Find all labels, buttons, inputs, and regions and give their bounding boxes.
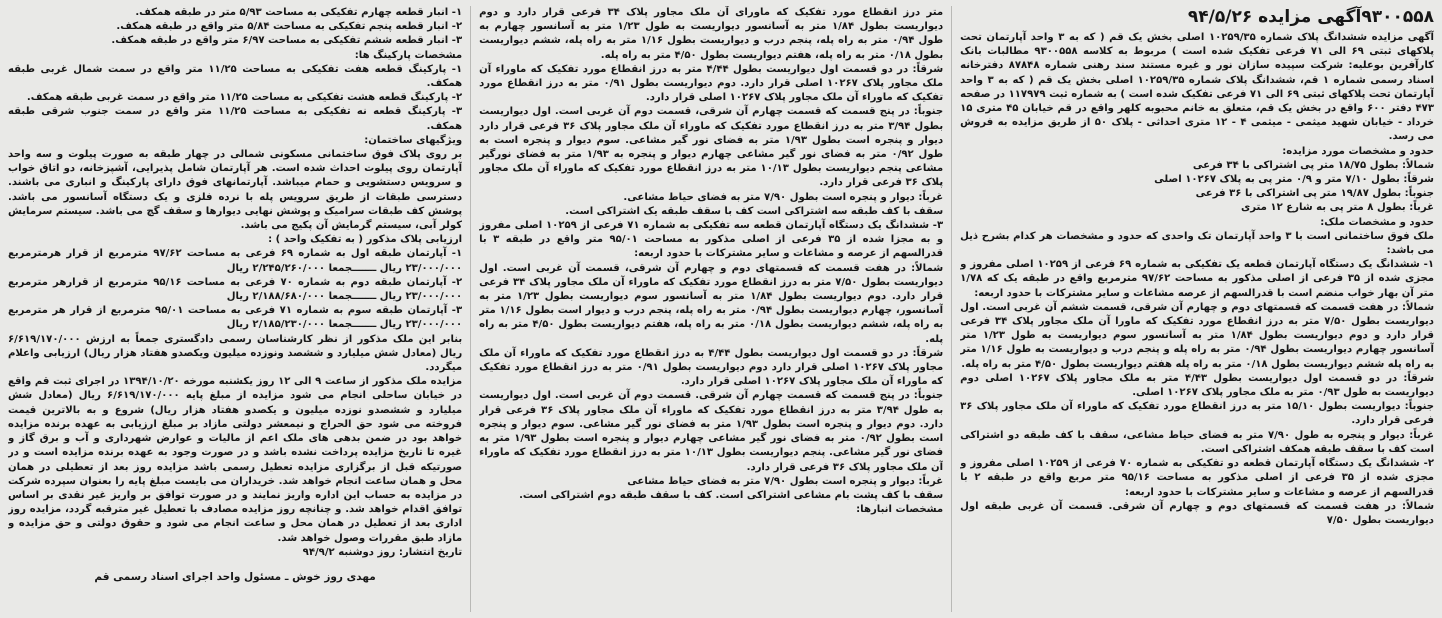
col2-para-2: جنوباً: در پنج قسمت که قسمت چهارم آن شرقی، قسمت دوم آن غربی است. اول دیواریست بطول ۳/۹۴ متر به درز انقطاع مورد تفکیک که ماوراء آن ملک مجاور پلاک ۳۶ فرعی قرار دارد دیوار و پنجره است بطول ۱/۹۳ متر به فضای نور گیر مشاعی. سوم دیوار و پنجره است به طول ۰/۹۲ متر به فضای نور گیر مشاعی چهارم دیوار و پنجره به ۱/۹۳ متر به فضای نورگیر مشاعی پنجم دیواریست بطول ۱۰/۱۳ متر به درز انقطاع مورد تفکیک که ماوراء آن ملک مجاور پلاک ۳۶ فرعی قرار دارد. [479,106,944,189]
signature: مهدی روز خوش ـ مسئول واحد اجرای اسناد رسمی قم [94,570,376,583]
notice-title [960,6,1434,28]
col1-para-11: جنوباً: دیواریست بطول ۱۵/۱۰ متر به درز انقطاع مورد تفکیک که ماوراء آن ملک مجاور پلاک ۳۶ فرعی قرار دارد. [960,401,1434,427]
col3-para-7: ویژگیهای ساختمان: [364,134,463,146]
col1-para-5: غرباً: بطول ۸ متر پی به شارع ۱۲ متری [1240,202,1434,214]
col3-para-3: مشخصات پارکینگ ها: [354,49,463,61]
col2-para-6: شمالاً: در هفت قسمت که قسمتهای دوم و چهارم آن شرقی، قسمت آن غربی است. اول دیواریست بطول ۷/۵۰ متر به درز انقطاع مورد تفکیک که ماوراء آن ملک مجاور پلاک ۳۴ فرعی قرار دارد. دوم دیواریست بطول ۱/۸۴ متر به آسانسور سوم دیواریست بطول ۱/۲۳ متر به آسانسور، چهارم دیواریست بطول ۰/۹۴ متر به راه پله، پنجم درب و دیوار است بطول ۱/۱۶ متر به راه پله، ششم دیواریست بطول ۰/۱۸ متر به راه پله، هفتم دیواریست بطول ۴/۵۰ متر به راه پله. [479,262,944,345]
col1-para-3: شرقاً: بطول ۷/۱۰ متر و ۰/۹ متر پی به پلاک ۱۰۲۶۷ اصلی [1154,174,1434,186]
col1-para-2: شمالاً: بطول ۱۸/۷۵ متر پی اشتراکی با ۳۴ فرعی [1192,159,1434,171]
column-divider [951,6,952,612]
col1-para-7: ملک فوق ساختمانی است با ۳ واحد آپارتمان تک واحدی که حدود و مشخصات هر کدام بشرح ذیل می باشد: [960,230,1434,257]
col2-para-5: ۳- ششدانگ یک دستگاه آپارتمان قطعه سه تفکیکی به شماره ۷۱ فرعی از ۱۰۲۵۹ اصلی مفروز و به مجزا شده از ۳۵ فرعی از اصلی مذکور به مساحت ۹۵/۰۱ متر واقع در طبقه ۳ با قدرالسهم از عرصه و مشاعات و سایر مشترکات با حدود اربعه: [479,220,944,260]
col3-para-5: ۲- پارکینگ قطعه هشت تفکیکی به مساحت ۱۱/۲۵ متر واقع در سمت غربی طبقه همکف. [26,92,463,104]
col2-para-10: سقف با کف پشت بام مشاعی اشتراکی است. کف با سقف طبقه دوم اشتراکی است. [519,489,944,501]
col3-para-11: ۲- آپارتمان طبقه دوم به شماره ۷۰ فرعی به مساحت ۹۵/۱۶ مترمربع از قرارهر مترمربع ۲۳/۰۰۰/۰۰۰ ریال ـــــــجمعا ۲/۱۸۸/۶۸۰/۰۰۰ ریال [8,276,463,303]
column-divider [470,6,471,612]
col1-para-4: جنوباً: بطول ۱۹/۸۷ متر پی اشتراکی با ۳۶ فرعی [1195,188,1434,200]
col3-para-4: ۱- پارکینگ قطعه هفت تفکیکی به مساحت ۱۱/۲۵ متر واقع در سمت شمال غربی طبقه همکف. [8,63,463,90]
col1-para-14: شمالاً: در هفت قسمت که قسمتهای دوم و چهارم آن شرقی. قسمت آن غربی طبقه اول دیواریست بطول ۷/۵۰ [960,500,1434,526]
col2-para-9: غرباً: دیوار و پنجره است بطول ۷/۹۰ متر به فضای حیاط مشاعی [627,475,944,487]
col2-para-0: متر درز انقطاع مورد تفکیک که ماورای آن ملک مجاور پلاک ۳۴ فرعی قرار دارد و دوم دیواریست بطول ۱/۸۴ متر به آسانسور دیواریست به طول ۱/۲۳ متر به آسانسور چهارم به طول ۰/۹۴ متر به راه پله، پنجم درب و دیواریست بطول ۱/۱۶ متر به راه پله، ششم دیواریست بطول ۰/۱۸ متر به راه پله، هفتم دیواریست بطول ۴/۵۰ متر به راه پله. [479,7,944,61]
column-right [960,6,1434,612]
col2-para-8: جنوباً: در پنج قسمت که قسمت چهارم آن شرقی. قسمت دوم آن غربی است. اول دیواریست به طول ۳/۹۴ متر به درز انقطاع مورد تفکیک که ماوراء آن ملک مجاور پلاک ۳۶ فرعی قرار دارد. دوم دیوار و پنجره است بطول ۱/۹۳ متر به فضای نور گیر مشاعی. سوم دیوار و پنجره است بطول ۰/۹۲ متر به فضای نور گیر مشاعی چهارم دیوار و پنجره است بطول ۱/۹۳ متر به فضای نور گیر مشاعی. پنجم دیواریست بطول ۱۰/۱۳ متر به درز انقطاع مورد تفکیک که ماوراء آن ملک مجاور پلاک ۳۶ فرعی قرار دارد. [479,390,944,473]
col3-para-9: ارزیابی پلاک مذکور ( به تفکیک واحد ) : [268,234,463,246]
col1-para-13: ۲- ششدانگ یک دستگاه آپارتمان قطعه دو تفکیکی به شماره ۷۰ فرعی از ۱۰۲۵۹ اصلی مفروز و مجزی شده از ۳۵ فرعی از اصلی مذکور به مساحت ۹۵/۱۶ متر مربع واقع در طبقه ۲ با قدرالسهم از عرصه و مشاعات و سایر مشترکات با حدود اربعه: [960,458,1434,498]
col2-para-11: مشخصات انبارها: [856,504,944,516]
notice-number: ۹۳۰۰۵۵۸ [1361,7,1434,27]
col3-para-1: ۲- انبار قطعه پنجم تفکیکی به مساحت ۵/۸۴ متر واقع در طبقه همکف. [116,21,463,33]
col2-para-4: سقف با کف طبقه سه اشتراکی است کف با سقف طبقه یک اشتراکی است. [565,205,944,217]
col3-para-13: بنابر این ملک مذکور از نظر کارشناسان رسمی دادگستری جمعاً به ارزش ۶/۶۱۹/۱۷۰/۰۰۰ ریال (معادل شش میلیارد و ششصد ونوزده میلیون ویکصدو هفتاد هزار ریال) ارزیابی واعلام میگردد. [8,333,463,374]
col1-para-8: ۱- ششدانگ یک دستگاه آپارتمان قطعه یک تفکیکی به شماره ۶۹ فرعی از ۱۰۲۵۹ اصلی مفروز و مجزی شده از ۳۵ فرعی از اصلی مذکور به مساحت ۹۷/۶۲ مترمربع واقع در طبقه یک که ۱/۷۸ متر آن بهار خواب منضم است با قدرالسهم از عرصه مشاعات و سایر مشترکات با حدود اربعه: [960,259,1434,299]
col2-para-1: شرقاً: در دو قسمت اول دیواریست بطول ۴/۴۴ متر به درز انقطاع مورد تفکیک که ماوراء آن ملک مجاور پلاک ۱۰۲۶۷ اصلی قرار دارد. دوم دیواریست بطول ۰/۹۱ متر به درز انقطاع مورد تفکیک که ماوراء آن ملک مجاور پلاک ۱۰۲۶۷ اصلی قرار دارد. [479,63,944,104]
col1-para-1: حدود و مشخصات مورد مزایده: [1282,145,1434,157]
column-left [8,6,462,612]
col3-para-10: ۱- آپارتمان طبقه اول به شماره ۶۹ فرعی به مساحت ۹۷/۶۲ مترمربع از قرار هرمترمربع ۲۳/۰۰۰/۰۰۰ ریال ـــــــجمعا ۲/۲۴۵/۲۶۰/۰۰۰ ریال [8,248,463,274]
col1-para-12: غرباً: دیوار و پنجره به طول ۷/۹۰ متر به فضای حیاط مشاعی، سقف با کف طبقه دو اشتراکی است کف با سقف طبقه همکف اشتراکی است. [960,429,1434,455]
column-middle [479,6,943,612]
col3-para-0: ۱- انبار قطعه چهارم تفکیکی به مساحت ۵/۹۳ متر در طبقه همکف. [135,7,463,18]
col1-para-10: شرقاً: در دو قسمت اول دیواریست بطول ۴/۴۳ متر به ملک مجاور پلاک ۱۰۲۶۷ اصلی دوم دیواریست به طول ۰/۹۳ متر به ملک مجاور پلاک ۱۰۲۶۷ اصلی. [960,372,1434,399]
col3-para-12: ۳- آپارتمان طبقه سوم به شماره ۷۱ فرعی به مساحت ۹۵/۰۱ مترمربع از قرار هر مترمربع ۲۳/۰۰۰/۰۰۰ ریال ـــــــجمعا ۲/۱۸۵/۲۳۰/۰۰۰ ریال [8,305,463,331]
col2-para-7: شرقاً: در دو قسمت اول دیواریست بطول ۴/۴۴ به درز انقطاع مورد تفکیک که ماوراء آن ملک مجاور پلاک ۱۰۲۶۷ اصلی قرار دارد دوم دیواریست بطول ۰/۹۱ متر به درز انقطاع مورد تفکیک که ماوراء آن ملک مجاور پلاک ۱۰۲۶۷ اصلی قرار دارد. [479,347,944,388]
col3-para-6: ۳- پارکینگ قطعه نه تفکیکی به مساحت ۱۱/۲۵ متر واقع در سمت جنوب شرقی طبقه همکف. [8,106,463,132]
col3-para-2: ۳- انبار قطعه ششم تفکیکی به مساحت ۶/۹۷ متر واقع در طبقه همکف. [111,35,463,47]
col1-para-0: آگهی مزایده ششدانگ پلاک شماره ۱۰۲۵۹/۳۵ اصلی بخش یک قم ( که به ۳ واحد آپارتمان تحت پلاکهای ثبتی ۶۹ الی ۷۱ فرعی تفکیک شده است ) مربوط به کلاسه ۹۳۰۰۵۵۸ مطالبات بانک کارآفرین بوعلیه: شرکت سپیده سازان نور و غیره مستند سند رهنی شماره ۸۷۸۴۸ دفترخانه اسناد رسمی شماره ۱ قم، ششدانگ پلاک شماره ۱۰۲۵۹/۳۵ اصلی بخش یک قم ( که به ۳ واحد آپارتمان تحت پلاکهای ثبتی ۶۹ الی ۷۱ فرعی تفکیک شده است ) به شماره ثبت ۱۱۷۹۷۹ در صفحه ۴۷۳ دفتر ۶۰۰ واقع در بخش یک قم، متعلق به خانم محبوبه کلهر واقع در قم خیابان ۴۵ متری ۱۵ خرداد - خیابان شهید میثمی - میثمی ۴ - ۱۲ متری احداثی - پلاک ۵۰ از طریق مزایده به فروش می رسد. [960,32,1434,143]
col3-para-14: مزایده ملک مذکور از ساعت ۹ الی ۱۲ روز یکشنبه مورخه ۱۳۹۴/۱۰/۲۰ در اجرای ثبت قم واقع در خیابان ساحلی انجام می شود مزایده از مبلغ پایه ۶/۶۱۹/۱۷۰/۰۰۰ ریال (معادل شش میلیارد و ششصدو نوزده میلیون و یکصدو هفتاد هزار ریال) شروع و به بالاترین قیمت فروخته می شود حق الحراج و نیمعشر دولتی مازاد بر مبلغ ارزیابی به عهده برنده مزایده خواهد بود در ضمن بدهی های ملک اعم از مالیات و عوارض شهرداری و آب و برق گاز و غیره تا تاریخ مزایده پرداخت نشده باشد و در صورت وجود به عهده برنده مزایده است و در صورتیکه قبل از برگزاری مزایده تعطیل رسمی باشد مزایده روز بعد از تعطیلی در همان محل و همان ساعت انجام خواهد شد. خریداران می بایست مبلغ پایه را بعنوان سپرده شرکت در مزایده به حساب این اداره واریز نمایند و در صورت توافق بر واریز غیر نقدی بر اساس توافق اقدام خواهد شد. و چنانچه روز مزایده مصادف با تعطیل غیر مترقبه گردد، مزایده روز اداری بعد از تعطیل در همان محل و ساعت انجام می شود و حقوق دولتی و حق مزایده و مازاد طبق مقررات وصول خواهد شد. [8,376,463,544]
col3-para-8: بر روی پلاک فوق ساختمانی مسکونی شمالی در چهار طبقه به صورت پیلوت و سه واحد آپارتمان روی پیلوت احداث شده است. هر آپارتمان شامل پذیرایی، آشپزخانه، دو اتاق خواب و سرویس دستشویی و حمام میباشد. آپارتمانهای فوق دارای پارکینگ و انباری می باشند. دسترسی طبقات از طریق سرویس پله با نرده فلزی و یک دستگاه آسانسور می باشد. پوشش کف طبقات سرامیک و پوشش نهایی دیوارها و سقف گچ می باشد. سیستم سرمایش کولر آبی، سیستم گرمایش آن پکیج می باشد. [8,149,463,232]
col1-para-9: شمالاً: در هفت قسمت که قسمتهای دوم و چهارم آن شرقی، قسمت ششم آن غربی است. اول دیواریست بطول ۷/۵۰ متر به درز انقطاع مورد تفکیک که ماورا آن ملک مجاور پلاک ۳۴ فرعی قرار دارد و دوم دیواریست بطول ۱/۸۴ متر به آسانسور سوم دیواریست به طول ۱/۲۳ متر آسانسور چهارم دیواریست بطول ۰/۹۴ متر به راه پله و پنجم درب و دیواریست به طول ۱/۱۶ متر به راه پله ششم دیواریست بطول ۰/۱۸ متر به راه پله هفتم دیواریست بطول ۴/۵۰ متر به راه پله. [960,301,1434,370]
notice-heading: آگهی مزایده ۹۴/۵/۲۶ [1187,7,1362,27]
col1-para-6: حدود و مشخصات ملک: [1320,216,1434,228]
col3-para-15: تاریخ انتشار: روز دوشنبه ۹۴/۹/۲ [302,546,463,558]
col2-para-3: غرباً: دیوار و پنجره است بطول ۷/۹۰ متر به فضای حیاط مشاعی. [623,191,944,203]
